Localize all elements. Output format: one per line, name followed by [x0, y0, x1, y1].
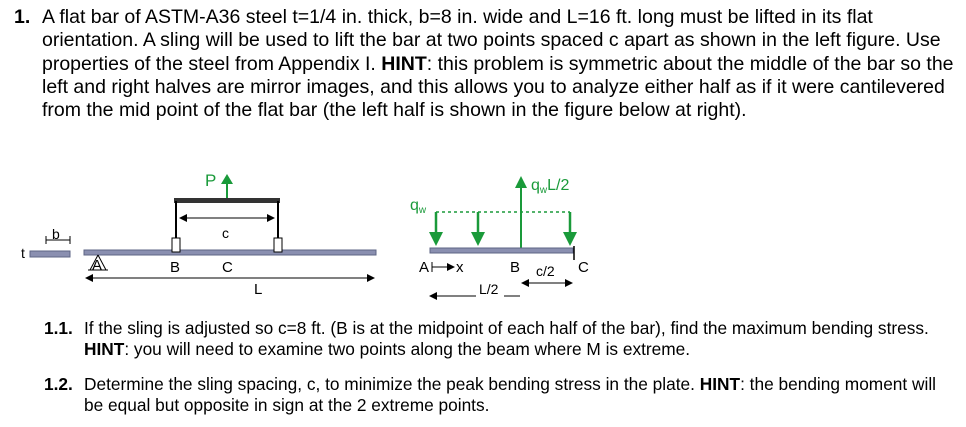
section-b-label: b [52, 226, 60, 242]
axis-x-label: x [456, 259, 464, 276]
left-point-c: C [222, 259, 233, 276]
problem-number: 1. [14, 6, 31, 28]
right-point-b: B [510, 259, 521, 276]
sling-top-bar [174, 198, 280, 203]
question-hint-label: HINT [84, 339, 125, 359]
right-point-c: C [578, 259, 589, 276]
problem-hint-text: : this problem is symmetric about the middle of the bar so the left and right halves are mirror images, and this allows you to analyze either half as if it were cantilevered from the mid point of the flat bar (the left half is shown in the figure below at right). [42, 52, 954, 122]
question-number: 1.1. [44, 318, 73, 338]
problem-hint-label: HINT [381, 52, 427, 75]
right-beam [430, 248, 573, 253]
question-text: If the sling is adjusted so c=8 ft. (B is at the midpoint of each half of the bar), find the maximum bending stress. HINT: you will need to examine two points along the beam where M is extreme. [84, 318, 929, 359]
spacing-c-label: c [222, 225, 229, 241]
problem-text [42, 6, 954, 122]
right-figure [410, 176, 589, 297]
cross-section [30, 251, 70, 257]
question-1-2 [44, 374, 954, 416]
question-1-1 [44, 318, 954, 360]
question-number: 1.2. [44, 374, 73, 394]
section-t-label: t [21, 245, 25, 261]
half-length-label: L/2 [479, 281, 499, 297]
figure [0, 168, 966, 318]
left-figure [21, 171, 376, 298]
half-spacing-label: c/2 [536, 263, 555, 279]
question-hint-label: HINT [699, 374, 741, 394]
lift-force-label: P [205, 171, 217, 190]
distributed-load-label: qw [410, 197, 427, 216]
length-label: L [254, 281, 263, 298]
left-point-a: A [92, 257, 103, 274]
reaction-label: qwL/2 [531, 177, 570, 196]
distributed-load-arrows [429, 212, 577, 246]
problem-intro: A flat bar of ASTM-A36 steel t=1/4 in. thick, b=8 in. wide and L=16 ft. long must be lifted in its flat orientation. A sling will be used to lift the bar at two points spaced c apart as shown in the left figure. Use properties of the steel from Appendix I. [42, 6, 941, 75]
left-beam [84, 250, 376, 255]
problem-statement [14, 6, 954, 122]
right-point-a: A [419, 259, 430, 276]
left-point-b: B [170, 259, 181, 276]
question-text: Determine the sling spacing, c, to minimize the peak bending stress in the plate. HINT: the bending moment will be equal but opposite in sign at the 2 extreme points. [84, 374, 937, 415]
